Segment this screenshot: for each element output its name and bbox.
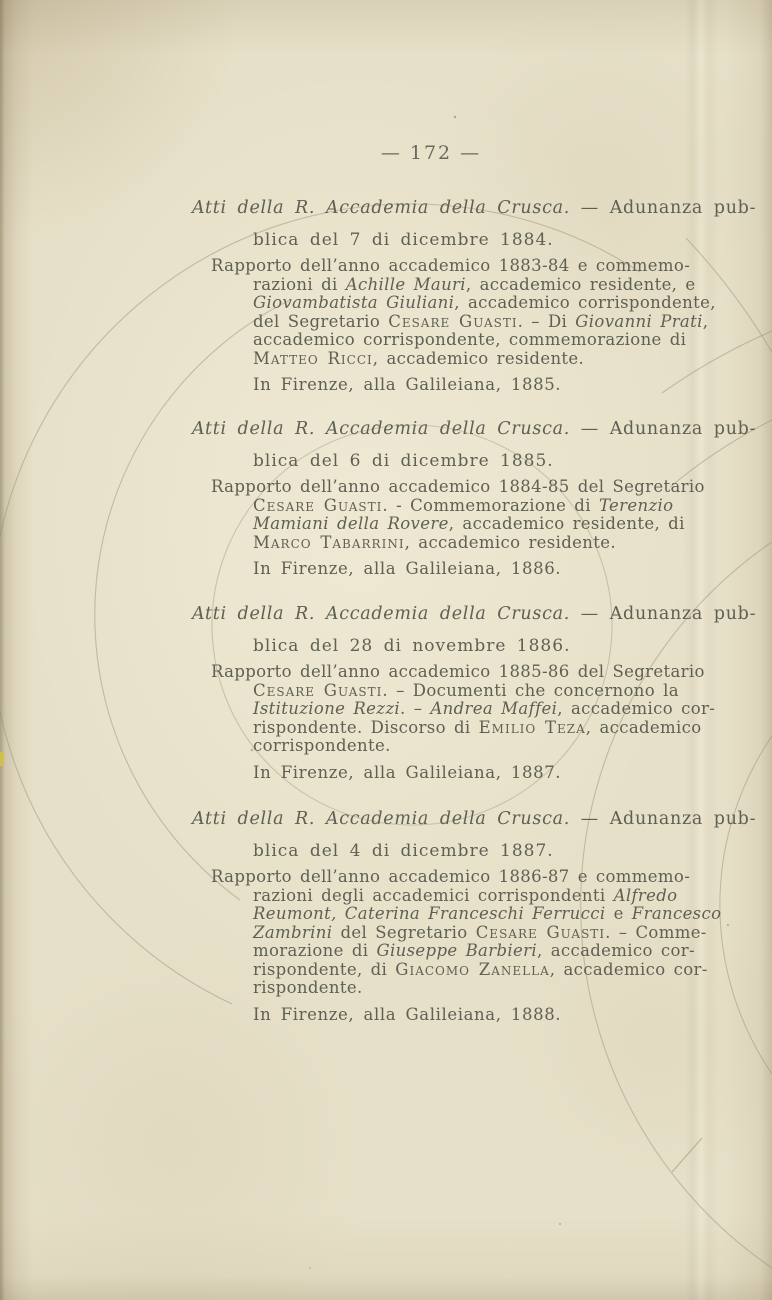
text-segment: Andrea Maffei <box>430 699 558 718</box>
entry-title-line-2 <box>253 229 678 251</box>
text-segment: Giacomo Zanella <box>395 959 550 979</box>
body-line <box>253 514 685 534</box>
text-segment: . – <box>400 699 431 718</box>
entry-title-line-2 <box>253 840 678 862</box>
entry-title-line-1 <box>192 417 757 441</box>
entry-title-line-1 <box>192 602 757 626</box>
catalog-entry-3 <box>192 602 757 782</box>
text-segment: Rapporto dell’anno accademico 1883-84 e commemo- <box>211 256 691 275</box>
entry-description <box>192 256 716 368</box>
page-number: — 172 — <box>380 142 482 164</box>
body-line <box>253 904 722 924</box>
entry-imprint: In Firenze, alla Galileiana, 1888. <box>253 1004 562 1024</box>
text-segment: , accademico <box>585 717 702 737</box>
text-segment: — Adunanza pub- <box>569 198 757 218</box>
entry-description <box>192 867 722 998</box>
text-segment: Alfredo <box>613 885 678 905</box>
text-segment: . – Di <box>517 311 576 331</box>
text-segment: Rapporto dell’anno accademico 1885-86 del Segretario <box>211 662 705 681</box>
body-line <box>253 682 678 701</box>
text-segment: Cesare Guasti <box>253 680 383 700</box>
body-line <box>253 941 695 961</box>
text-segment: Giuseppe Barbieri <box>376 941 538 960</box>
text-segment: rispondente. <box>253 978 363 997</box>
text-segment: , accademico cor- <box>557 699 716 718</box>
text-segment: , accademico cor- <box>549 959 708 979</box>
body-line <box>253 534 678 553</box>
text-segment: — Adunanza pub- <box>569 809 757 829</box>
body-line <box>253 699 716 719</box>
text-segment: Francesco <box>631 904 722 923</box>
text-segment: Cesare Guasti <box>475 922 606 942</box>
body-line <box>211 477 705 497</box>
text-segment: Istituzione Rezzi <box>253 699 400 718</box>
text-segment: rispondente, di <box>253 959 396 979</box>
entry-title-line-2 <box>253 450 678 472</box>
entry-title-line-1 <box>192 196 757 220</box>
body-line <box>253 311 709 332</box>
entry-title-line-1 <box>192 807 757 831</box>
text-segment: Zambrini <box>253 922 333 942</box>
text-segment: razioni di <box>253 274 346 294</box>
text-segment: Terenzio <box>598 495 674 515</box>
text-segment: razioni degli accademici corrispondenti <box>253 885 614 905</box>
body-line <box>253 274 696 295</box>
body-line <box>253 293 716 313</box>
body-line <box>253 979 678 998</box>
text-segment: Cesare Guasti <box>253 495 383 515</box>
text-segment: e <box>605 904 632 923</box>
text-segment: Giovanni Prati <box>575 311 703 331</box>
entry-description <box>192 662 716 756</box>
text-segment: . - Commemorazione di <box>382 495 599 515</box>
body-line <box>253 922 707 943</box>
body-line <box>253 717 702 738</box>
body-line <box>253 330 687 350</box>
text-segment: — Adunanza pub- <box>569 419 757 439</box>
page-edge-fleck <box>0 752 4 766</box>
text-segment: Rapporto dell’anno accademico 1886-87 e commemo- <box>211 867 691 886</box>
text-segment: Matteo Ricci <box>253 348 373 368</box>
text-segment: del Segretario <box>253 311 389 331</box>
body-line <box>253 350 678 369</box>
text-segment: blica del 28 di novembre 1886. <box>253 636 571 656</box>
text-segment: Atti della R. Accademia della Crusca. <box>192 809 570 829</box>
text-segment: blica del 4 di dicembre 1887. <box>253 841 554 861</box>
body-line <box>211 256 691 276</box>
body-line <box>211 662 705 682</box>
text-segment: , accademico corrispondente, <box>454 293 716 312</box>
entry-title-line-2 <box>253 635 678 657</box>
text-segment: Giovambatista Giuliani <box>253 293 455 312</box>
text-segment: . – Comme- <box>605 922 707 942</box>
body-line <box>253 959 708 980</box>
text-segment: Achille Mauri <box>345 274 466 294</box>
entry-imprint: In Firenze, alla Galileiana, 1885. <box>253 375 562 394</box>
catalog-entry-2 <box>192 417 757 578</box>
text-segment: Emilio Teza <box>478 717 586 737</box>
text-segment: accademico corrispondente, commemorazione di <box>253 330 687 349</box>
text-segment: — Adunanza pub- <box>569 604 757 624</box>
text-segment: rispondente. Discorso di <box>253 717 479 737</box>
body-line <box>253 737 678 756</box>
text-segment: Reumont, Caterina Franceschi Ferrucci <box>253 904 606 923</box>
text-segment: corrispondente. <box>253 736 391 755</box>
body-line <box>253 887 678 906</box>
text-segment: Marco Tabarrini <box>253 532 405 552</box>
entry-imprint: In Firenze, alla Galileiana, 1886. <box>253 559 562 578</box>
text-segment: , accademico residente, di <box>448 514 685 533</box>
text-segment: , accademico residente. <box>372 348 585 368</box>
text-segment: , accademico residente, e <box>465 274 696 294</box>
text-segment: Atti della R. Accademia della Crusca. <box>192 419 570 439</box>
catalog-entry-4 <box>192 807 757 1024</box>
text-segment: Atti della R. Accademia della Crusca. <box>192 604 570 624</box>
body-line <box>253 497 678 516</box>
entry-description <box>192 477 705 552</box>
text-segment: , <box>702 311 709 331</box>
text-segment: Rapporto dell’anno accademico 1884-85 del Segretario <box>211 477 705 496</box>
text-segment: del Segretario <box>332 922 476 942</box>
catalog-entry-1 <box>192 196 757 394</box>
text-segment: morazione di <box>253 941 377 960</box>
text-segment: blica del 6 di dicembre 1885. <box>253 451 554 471</box>
text-segment: Cesare Guasti <box>388 311 518 331</box>
text-segment: blica del 7 di dicembre 1884. <box>253 230 554 250</box>
text-segment: Atti della R. Accademia della Crusca. <box>192 198 570 218</box>
text-segment: Mamiani della Rovere <box>253 514 449 533</box>
entry-imprint: In Firenze, alla Galileiana, 1887. <box>253 762 562 782</box>
text-segment: , accademico residente. <box>404 532 616 552</box>
body-line <box>211 867 691 887</box>
text-segment: , accademico cor- <box>537 941 695 960</box>
text-segment: . – Documenti che concernono la <box>382 680 679 700</box>
